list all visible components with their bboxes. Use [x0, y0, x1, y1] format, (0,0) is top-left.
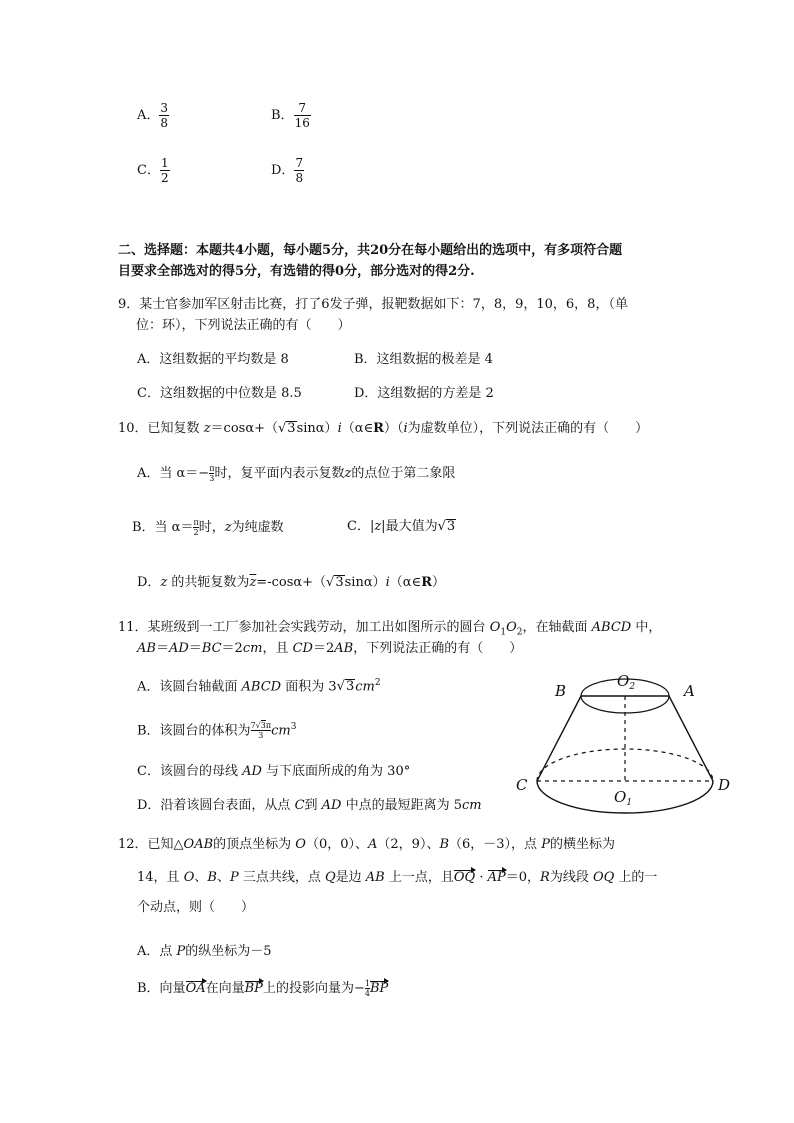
q10-stem: 10．已知复数 z＝cosα+（√3sinα）i（α∈R）（i为虚数单位），下列说法正确的有（ ） — [118, 421, 649, 436]
q9-option-d: D．这组数据的方差是 2 — [354, 386, 494, 401]
q8-option-a: A． $\frac{3}{8}$ — [137, 101, 169, 130]
q9-option-a: A．这组数据的平均数是 8 — [137, 352, 289, 367]
section2-heading-line1: 二、选择题：本题共4小题，每小题5分，共20分在每小题给出的选项中，有多项符合题 — [118, 243, 623, 258]
q9-stem-line2: 位：环），下列说法正确的有（ ） — [136, 318, 351, 333]
figure-label-o1: $O_1$ — [614, 788, 633, 808]
q10-option-c: C．|z|最大值为√3 — [347, 519, 456, 534]
q11-option-b: B．该圆台的体积为 $\frac{7√3\pi}{3}$ $cm^3$ — [137, 721, 297, 741]
q8-option-d: D． $\frac{7}{8}$ — [271, 156, 304, 185]
frustum-figure — [508, 664, 738, 816]
q10-option-b: B．当 α＝ $\frac{\pi}{2}$ 时，z为纯虚数 — [132, 518, 284, 537]
q10-option-a: A．当 α＝− $\frac{\pi}{3}$ 时，复平面内表示复数z的点位于第二象限 — [137, 464, 456, 483]
q9-option-c: C．这组数据的中位数是 8.5 — [137, 386, 302, 401]
q9-stem-line1: 9．某士官参加军区射击比赛，打了6发子弹，报靶数据如下：7，8，9，10，6，8，（单 — [118, 297, 628, 312]
q12-option-a: A．点 P的纵坐标为－5 — [137, 944, 272, 959]
section2-heading-line2: 目要求全部选对的得5分，有选错的得0分，部分选对的得2分. — [118, 264, 475, 279]
q10-option-d: D．z 的共轭复数为$\overline{z}=-\cos\alpha+(√3\sin\alpha)i(\alpha\in R)$ — [137, 575, 446, 590]
figure-label-o2: $O_2$ — [617, 672, 636, 692]
q11-stem-line1: 11．某班级到一工厂参加社会实践劳动，加工出如图所示的圆台 $O_1O_2$，在轴截面 ABCD 中， — [118, 620, 662, 638]
q11-option-d: D．沿着该圆台表面，从点 C到 AD 中点的最短距离为 5cm — [137, 798, 482, 813]
figure-label-d: D — [718, 776, 731, 794]
q12-stem-line2: 14，且 O、B、P 三点共线，点 Q是边 AB 上一点，且OQ · AP＝0，R为线段 OQ 上的一 — [137, 870, 658, 885]
figure-label-b: B — [555, 682, 567, 700]
q9-option-b: B．这组数据的极差是 4 — [354, 352, 493, 367]
q8-option-c: C． $\frac{1}{2}$ — [137, 156, 169, 185]
q8-option-b: B． $\frac{7}{16}$ — [271, 101, 310, 130]
q12-stem-line1: 12．已知△OAB的顶点坐标为 O（0，0）、A（2，9）、B（6，－3），点 P的横坐标为 — [118, 837, 615, 852]
q12-option-b: B．向量OA在向量BP上的投影向量为− $\frac{1}{4}$ BP — [137, 979, 389, 998]
q11-option-c: C．该圆台的母线 AD 与下底面所成的角为 30° — [137, 764, 411, 779]
q12-stem-line3: 个动点，则（ ） — [137, 900, 255, 915]
figure-label-c: C — [516, 776, 528, 794]
q11-stem-line2: AB＝AD＝BC＝2cm，且 CD＝2AB，下列说法正确的有（ ） — [137, 641, 523, 656]
q11-option-a: A．该圆台轴截面 ABCD 面积为 $3√3cm^2$ — [137, 678, 381, 695]
figure-label-a: A — [684, 682, 695, 700]
